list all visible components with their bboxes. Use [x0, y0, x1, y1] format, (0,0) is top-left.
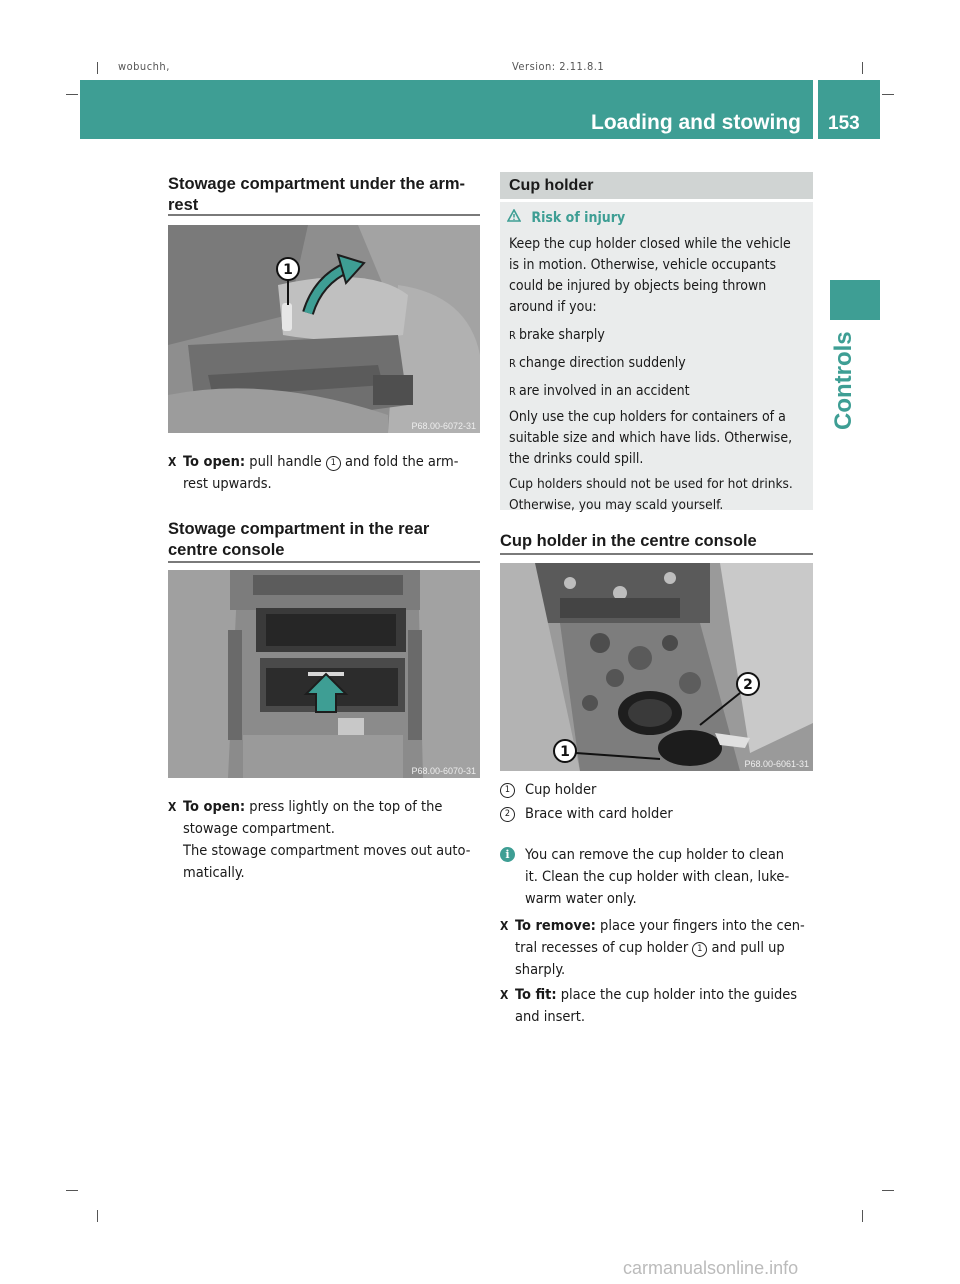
step-text: and insert. [515, 1009, 586, 1025]
step-text: matically. [183, 865, 245, 881]
info-icon: i [500, 847, 515, 862]
crop-mark [882, 94, 894, 95]
callout-1: 1 [560, 744, 570, 760]
page-number-box [818, 80, 880, 139]
heading-line: Stowage compartment under the arm- [168, 175, 466, 193]
heading-rule [500, 553, 813, 555]
info-line: You can remove the cup holder to clean [525, 847, 785, 863]
warning-triangle-icon [507, 209, 521, 222]
side-tab-label: Controls [830, 331, 857, 430]
step-remove [500, 915, 813, 981]
warning-bullet: R change direction suddenly [509, 355, 686, 371]
warning-line: is in motion. Otherwise, vehicle occupants [509, 257, 777, 273]
page-title: Loading and stowing [591, 111, 801, 134]
crop-mark [97, 62, 98, 74]
footer-watermark[interactable]: carmanualsonline.info [623, 1258, 799, 1278]
callout-2: 2 [743, 677, 753, 693]
side-tab-label-box [820, 310, 880, 430]
step-open-armrest [168, 451, 480, 495]
warning-para3 [509, 474, 809, 516]
warning-line: Keep the cup holder closed while the vehicle [509, 236, 791, 252]
step-text: and fold the arm- [345, 454, 459, 470]
info-line: it. Clean the cup holder with clean, luke- [525, 869, 790, 885]
heading-line: rest [168, 196, 199, 214]
print-meta-right: Version: 2.11.8.1 [512, 60, 605, 73]
step-open-rear-console [168, 796, 480, 884]
callout-1: 1 [283, 262, 293, 278]
warning-title: Risk of injury [531, 210, 626, 226]
step-arrow-icon: X [168, 800, 177, 814]
step-text: pull handle [249, 454, 322, 470]
step-label: To open: [183, 799, 246, 815]
warning-intro [509, 234, 809, 318]
cup-holder-heading-box [500, 172, 813, 199]
step-label: To open: [183, 454, 246, 470]
photo-code: P68.00-6070-31 [411, 766, 476, 776]
heading-rule [168, 561, 480, 563]
step-text: place your fingers into the cen- [600, 918, 805, 934]
crop-mark [882, 1190, 894, 1191]
section-heading-centre-console: Cup holder in the centre console [500, 532, 757, 550]
step-text: rest upwards. [183, 476, 272, 492]
callout-ref-icon: 1 [326, 456, 341, 471]
crop-mark [97, 1210, 98, 1222]
crop-mark [862, 1210, 863, 1222]
print-meta-left: wobuchh, [118, 60, 170, 73]
armrest-illustration [168, 225, 480, 433]
warning-line: Cup holders should not be used for hot drinks. [509, 476, 793, 492]
step-label: To remove: [515, 918, 596, 934]
bullet-text: change direction suddenly [519, 355, 686, 371]
info-line: warm water only. [525, 891, 637, 907]
legend-item [500, 778, 813, 802]
callout-ref-icon: 1 [500, 783, 515, 798]
crop-mark [66, 94, 78, 95]
photo-code: P68.00-6072-31 [411, 421, 476, 431]
step-text: stowage compartment. [183, 821, 335, 837]
legend-item [500, 802, 813, 826]
armrest-photo [168, 225, 480, 433]
legend-text: Brace with card holder [525, 806, 673, 822]
rear-console-photo [168, 570, 480, 778]
step-text: press lightly on the top of the [249, 799, 443, 815]
warning-bullet: R are involved in an accident [509, 383, 690, 399]
legend-text: Cup holder [525, 782, 597, 798]
bullet-text: brake sharply [519, 327, 605, 343]
bullet-text: are involved in an accident [519, 383, 690, 399]
section-heading-rear-console [168, 519, 480, 561]
crop-mark [862, 62, 863, 74]
warning-line: Otherwise, you may scald yourself. [509, 497, 724, 513]
warning-line: Only use the cup holders for containers of a [509, 409, 786, 425]
header-bar [80, 80, 813, 139]
warning-line: the drinks could spill. [509, 451, 644, 467]
warning-para2 [509, 407, 809, 470]
rear-console-illustration [168, 570, 480, 778]
step-arrow-icon: X [168, 455, 177, 469]
heading-rule [168, 214, 480, 216]
warning-line: suitable size and which have lids. Otherwise, [509, 430, 793, 446]
crop-mark [66, 1190, 78, 1191]
step-label: To fit: [515, 987, 557, 1003]
cup-holder-illustration [500, 563, 813, 771]
step-arrow-icon: X [500, 988, 509, 1002]
photo-code: P68.00-6061-31 [744, 759, 809, 769]
step-text: place the cup holder into the guides [560, 987, 798, 1003]
step-text: The stowage compartment moves out auto- [183, 843, 471, 859]
callout-ref-icon: 2 [500, 807, 515, 822]
page-number: 153 [828, 113, 860, 134]
cup-holder-photo [500, 563, 813, 771]
section-heading-armrest [168, 174, 480, 216]
cup-holder-heading: Cup holder [509, 177, 594, 194]
warning-line: around if you: [509, 299, 597, 315]
step-text: tral recesses of cup holder [515, 940, 689, 956]
callout-ref-icon: 1 [692, 942, 707, 957]
step-text: sharply. [515, 962, 566, 978]
step-fit [500, 984, 813, 1028]
warning-title-row [509, 208, 809, 229]
warning-box [500, 202, 813, 513]
warning-bullet: R brake sharply [509, 327, 605, 343]
step-arrow-icon: X [500, 919, 509, 933]
photo-legend [500, 778, 813, 826]
heading-line: centre console [168, 541, 285, 559]
warning-line: could be injured by objects being thrown [509, 278, 767, 294]
step-text: and pull up [711, 940, 785, 956]
heading-line: Stowage compartment in the rear [168, 520, 430, 538]
info-note [500, 844, 813, 910]
